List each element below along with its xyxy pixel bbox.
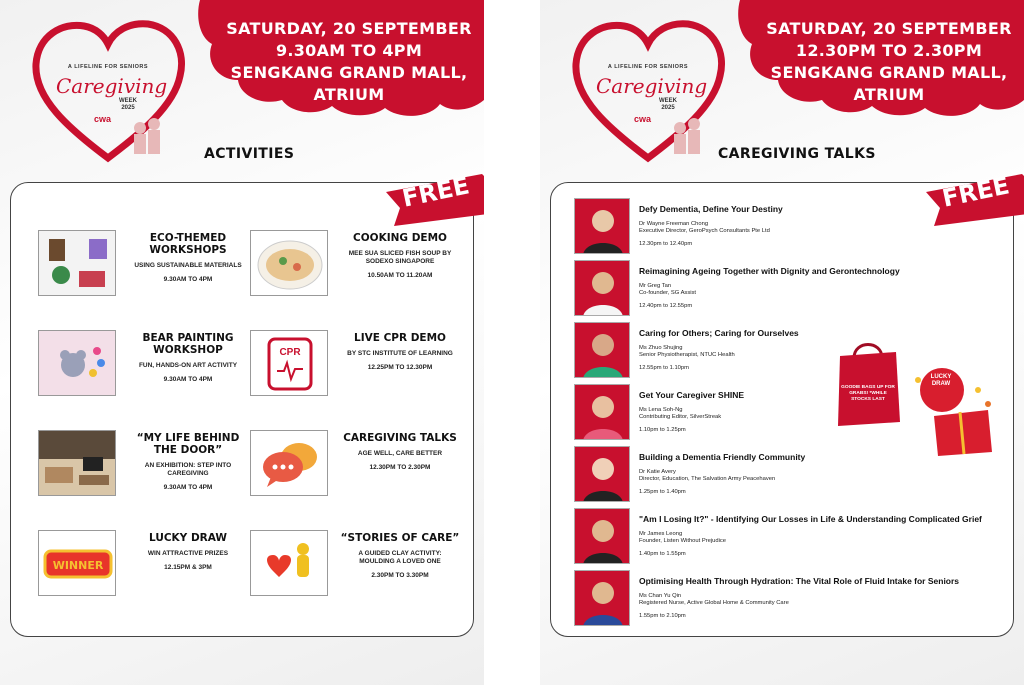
talk-time: 12.55pm to 1.10pm [639, 365, 689, 371]
talk-speaker: Ms Chan Yu Qin [639, 593, 682, 599]
section-title: ACTIVITIES [204, 146, 295, 162]
talk-role: Director, Education, The Salvation Army Peacehaven [639, 476, 776, 482]
activity-desc: AGE WELL, CARE BETTER [357, 450, 443, 457]
talk-time: 1.55pm to 2.10pm [639, 613, 686, 619]
activity-desc: USING SUSTAINABLE MATERIALS [134, 262, 242, 269]
bear-painting-photo [38, 330, 116, 396]
talk-item [564, 570, 1004, 628]
activity-title: ECO-THEMED WORKSHOPS [149, 232, 227, 256]
activity-title: LIVE CPR DEMO [354, 332, 446, 344]
free-label: FREE [400, 171, 473, 213]
talk-title: Get Your Caregiver SHINE [639, 390, 745, 400]
activity-desc: WIN ATTRACTIVE PRIZES [147, 550, 229, 557]
talk-speaker: Mr James Leong [639, 531, 683, 537]
logo-tagline: A LIFELINE FOR SENIORS [67, 64, 149, 70]
banner-date: SATURDAY, 20 SEPTEMBER [766, 19, 1012, 38]
banner-date: SATURDAY, 20 SEPTEMBER [226, 19, 472, 38]
caregiving-week-logo [568, 18, 728, 168]
activity-time: 2.30PM TO 3.30PM [371, 572, 429, 579]
activity-desc: BY STC INSTITUTE OF LEARNING [347, 350, 453, 357]
speaker-photo [574, 508, 630, 564]
activity-desc: FUN, HANDS-ON ART ACTIVITY [138, 362, 238, 369]
talk-time: 1.25pm to 1.40pm [639, 489, 686, 495]
talk-speaker: Ms Zhuo Shujing [639, 345, 683, 351]
goodie-bag-icon [834, 336, 902, 428]
logo-week [108, 98, 148, 112]
caregiving-talks-poster [540, 0, 1024, 685]
lucky-draw-text: LUCKY DRAW [930, 374, 952, 387]
activity-title: LUCKY DRAW [149, 532, 227, 544]
talk-title: Reimagining Ageing Together with Dignity and Gerontechnology [639, 266, 900, 276]
cwa-logo: cwa [634, 114, 652, 124]
event-banner [754, 18, 1024, 106]
activity-title: BEAR PAINTING WORKSHOP [142, 332, 234, 356]
talk-time: 1.40pm to 1.55pm [639, 551, 686, 557]
speaker-photo [574, 570, 630, 626]
logo-name: Caregiving [56, 74, 168, 98]
activity-lucky-draw [38, 530, 238, 614]
talk-speaker: Ms Lena Soh-Ng [639, 407, 683, 413]
talk-time: 12.30pm to 12.40pm [639, 241, 693, 247]
activity-eco-workshops [38, 230, 242, 314]
logo-year: 2025 [121, 105, 135, 111]
talk-speaker: Mr Greg Tan [639, 283, 672, 289]
caregiving-week-logo [28, 18, 188, 168]
winner-sign-icon [38, 530, 116, 596]
activities-poster [0, 0, 484, 685]
talk-item [564, 260, 1004, 318]
banner-time: 9.30AM TO 4PM [275, 41, 423, 60]
activity-stories-of-care [250, 530, 460, 614]
banner-venue: SENGKANG GRAND MALL, ATRIUM [230, 63, 468, 104]
talk-role: Founder, Listen Without Prejudice [639, 538, 727, 544]
talk-role: Senior Physiotherapist, NTUC Health [639, 352, 735, 358]
activity-title: “STORIES OF CARE” [340, 532, 460, 544]
activity-my-life-behind-door [38, 430, 238, 514]
svg-text:CPR: CPR [279, 347, 301, 358]
eco-crafts-photo [38, 230, 116, 296]
activity-live-cpr [250, 330, 453, 414]
activity-time: 10.50AM TO 11.20AM [367, 272, 433, 279]
talk-title: Defy Dementia, Define Your Destiny [639, 204, 783, 214]
talk-item [564, 508, 1004, 566]
chat-bubbles-icon [250, 430, 328, 496]
banner-time: 12.30PM TO 2.30PM [795, 41, 983, 60]
activity-time: 12.30PM TO 2.30PM [369, 464, 431, 471]
talk-role: Contributing Editor, SilverStreak [639, 414, 722, 420]
logo-year: 2025 [661, 105, 675, 111]
logo-week-label: WEEK [119, 98, 137, 104]
activity-cooking-demo [250, 230, 450, 314]
activity-time: 12.25PM TO 12.30PM [367, 364, 433, 371]
speaker-photo [574, 322, 630, 378]
banner-venue: SENGKANG GRAND MALL, ATRIUM [770, 63, 1008, 104]
event-banner [214, 18, 484, 106]
talk-title: Caring for Others; Caring for Ourselves [639, 328, 799, 338]
talk-title: "Am I Losing It?" - Identifying Our Losses in Life & Understanding Complicated Grief [639, 514, 982, 524]
talk-role: Executive Director, GeroPsych Consultants Pte Ltd [639, 228, 770, 234]
activity-caregiving-talks [250, 430, 457, 514]
activity-bear-painting [38, 330, 238, 414]
activity-desc: A GUIDED CLAY ACTIVITY: MOULDING A LOVED ONE [358, 550, 442, 565]
activity-time: 9.30AM TO 4PM [163, 276, 213, 283]
soup-bowl-photo [250, 230, 328, 296]
talk-speaker: Dr Katie Avery [639, 469, 676, 475]
talk-item [564, 198, 1004, 256]
speaker-photo [574, 260, 630, 316]
logo-tagline: A LIFELINE FOR SENIORS [607, 64, 689, 70]
activity-time: 12.15PM & 3PM [164, 564, 212, 571]
cwa-logo: cwa [94, 114, 112, 124]
talk-speaker: Dr Wayne Freeman Chong [639, 221, 709, 227]
activity-title: “MY LIFE BEHIND THE DOOR” [136, 432, 240, 456]
free-label: FREE [940, 171, 1013, 213]
cpr-icon [250, 330, 328, 396]
activity-time: 9.30AM TO 4PM [163, 484, 213, 491]
clay-figures-photo [250, 530, 328, 596]
speaker-photo [574, 384, 630, 440]
talk-role: Registered Nurse, Active Global Home & Community Care [639, 600, 789, 606]
goodie-bag-text: GOODIE BAGS UP FOR GRABS! *WHILE STOCKS LAST [841, 385, 895, 402]
logo-week-label: WEEK [659, 98, 677, 104]
living-room-photo [38, 430, 116, 496]
activity-desc: MEE SUA SLICED FISH SOUP BY SODEXO SINGAPORE [348, 250, 452, 265]
talk-role: Co-founder, SG Assist [639, 290, 697, 296]
speaker-photo [574, 446, 630, 502]
talk-time: 1.10pm to 1.25pm [639, 427, 686, 433]
talk-time: 12.40pm to 12.55pm [639, 303, 693, 309]
activity-title: COOKING DEMO [353, 232, 447, 244]
talk-title: Building a Dementia Friendly Community [639, 452, 806, 462]
logo-week [648, 98, 688, 112]
activity-time: 9.30AM TO 4PM [163, 376, 213, 383]
section-title: CAREGIVING TALKS [718, 146, 876, 162]
svg-text:WINNER: WINNER [52, 559, 104, 572]
activity-desc: AN EXHIBITION: STEP INTO CAREGIVING [144, 462, 232, 477]
talk-title: Optimising Health Through Hydration: The Vital Role of Fluid Intake for Seniors [639, 576, 960, 586]
activity-title: CAREGIVING TALKS [343, 432, 457, 444]
logo-name: Caregiving [596, 74, 708, 98]
speaker-photo [574, 198, 630, 254]
